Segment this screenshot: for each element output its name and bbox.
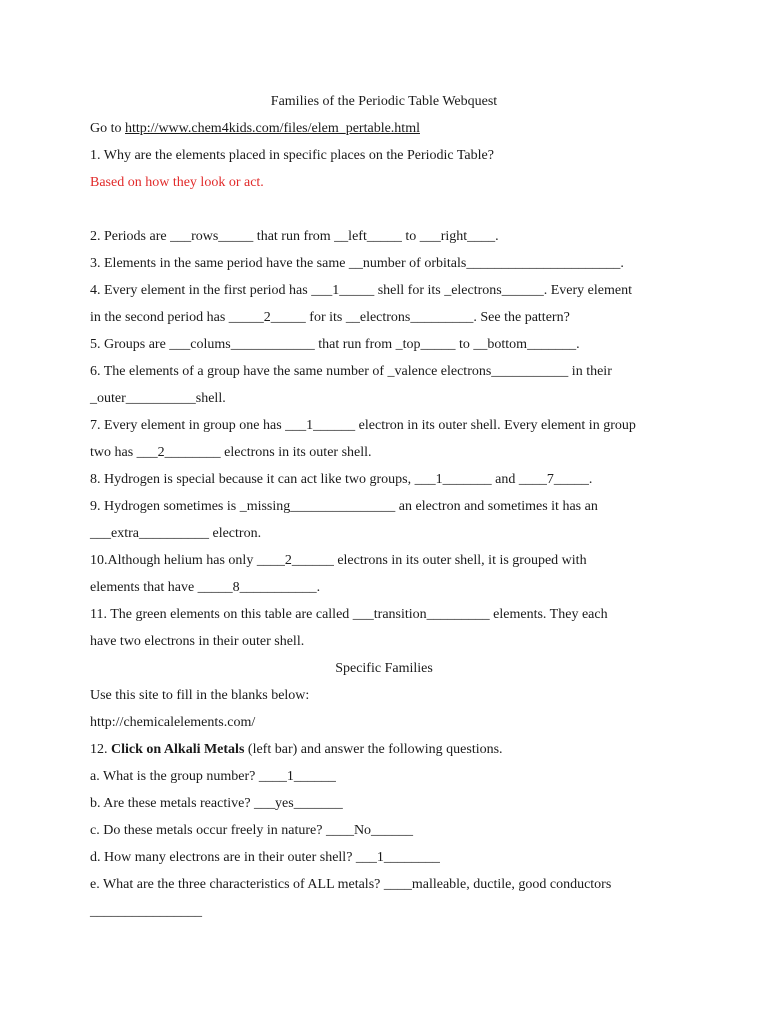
section-title: Specific Families — [335, 661, 433, 676]
question-2: 2. Periods are ___rows_____ that run from __left_____ to ___right____. — [90, 229, 499, 244]
question-1: 1. Why are the elements placed in specific places on the Periodic Table? — [90, 148, 494, 163]
question-3: 3. Elements in the same period have the same __number of orbitals______________________. — [90, 256, 624, 271]
question-12d: d. How many electrons are in their outer shell? ___1________ — [90, 850, 440, 865]
question-9-line-2: ___extra__________ electron. — [90, 526, 262, 541]
spacer — [90, 196, 690, 223]
chem4kids-link[interactable]: http://www.chem4kids.com/files/elem_pertable.html — [125, 121, 420, 136]
question-8: 8. Hydrogen is special because it can act like two groups, ___1_______ and ____7_____. — [90, 472, 593, 487]
question-7-line-2: two has ___2________ electrons in its outer shell. — [90, 445, 372, 460]
question-12a: a. What is the group number? ____1______ — [90, 769, 336, 784]
question-9-line-1: 9. Hydrogen sometimes is _missing_______________ an electron and sometimes it has an — [90, 499, 598, 514]
question-12e: e. What are the three characteristics of ALL metals? ____malleable, ductile, good conductors — [90, 877, 612, 892]
chemicalelements-link[interactable]: http://chemicalelements.com/ — [90, 715, 256, 730]
question-12 — [90, 736, 690, 763]
question-4-line-1: 4. Every element in the first period has ___1_____ shell for its _electrons______. Every element — [90, 283, 632, 298]
answer-1: Based on how they look or act. — [90, 175, 264, 190]
question-4-line-2: in the second period has _____2_____ for its __electrons_________. See the pattern? — [90, 310, 570, 325]
question-7-line-1: 7. Every element in group one has ___1______ electron in its outer shell. Every element in group — [90, 418, 636, 433]
question-12-bold: Click on Alkali Metals — [111, 742, 245, 757]
goto-prefix: Go to — [90, 121, 125, 136]
page-title: Families of the Periodic Table Webquest — [270, 94, 498, 109]
question-10-line-1: 10.Although helium has only ____2______ electrons in its outer shell, it is grouped with — [90, 553, 587, 568]
question-11-line-2: have two electrons in their outer shell. — [90, 634, 305, 649]
question-10-line-2: elements that have _____8___________. — [90, 580, 321, 595]
question-12-prefix: 12. — [90, 742, 111, 757]
question-6-line-2: _outer__________shell. — [90, 391, 226, 406]
question-12c: c. Do these metals occur freely in nature? ____No______ — [90, 823, 414, 838]
question-5: 5. Groups are ___colums____________ that run from _top_____ to __bottom_______. — [90, 337, 580, 352]
instructions: Use this site to fill in the blanks below: — [90, 688, 310, 703]
question-12b: b. Are these metals reactive? ___yes_______ — [90, 796, 343, 811]
worksheet-content — [90, 88, 690, 925]
goto-line — [90, 115, 690, 142]
question-12-suffix: (left bar) and answer the following questions. — [244, 742, 503, 757]
question-12e-tail: ________________ — [90, 904, 202, 919]
question-11-line-1: 11. The green elements on this table are called ___transition_________ elements. They each — [90, 607, 608, 622]
question-6-line-1: 6. The elements of a group have the same number of _valence electrons___________ in their — [90, 364, 612, 379]
